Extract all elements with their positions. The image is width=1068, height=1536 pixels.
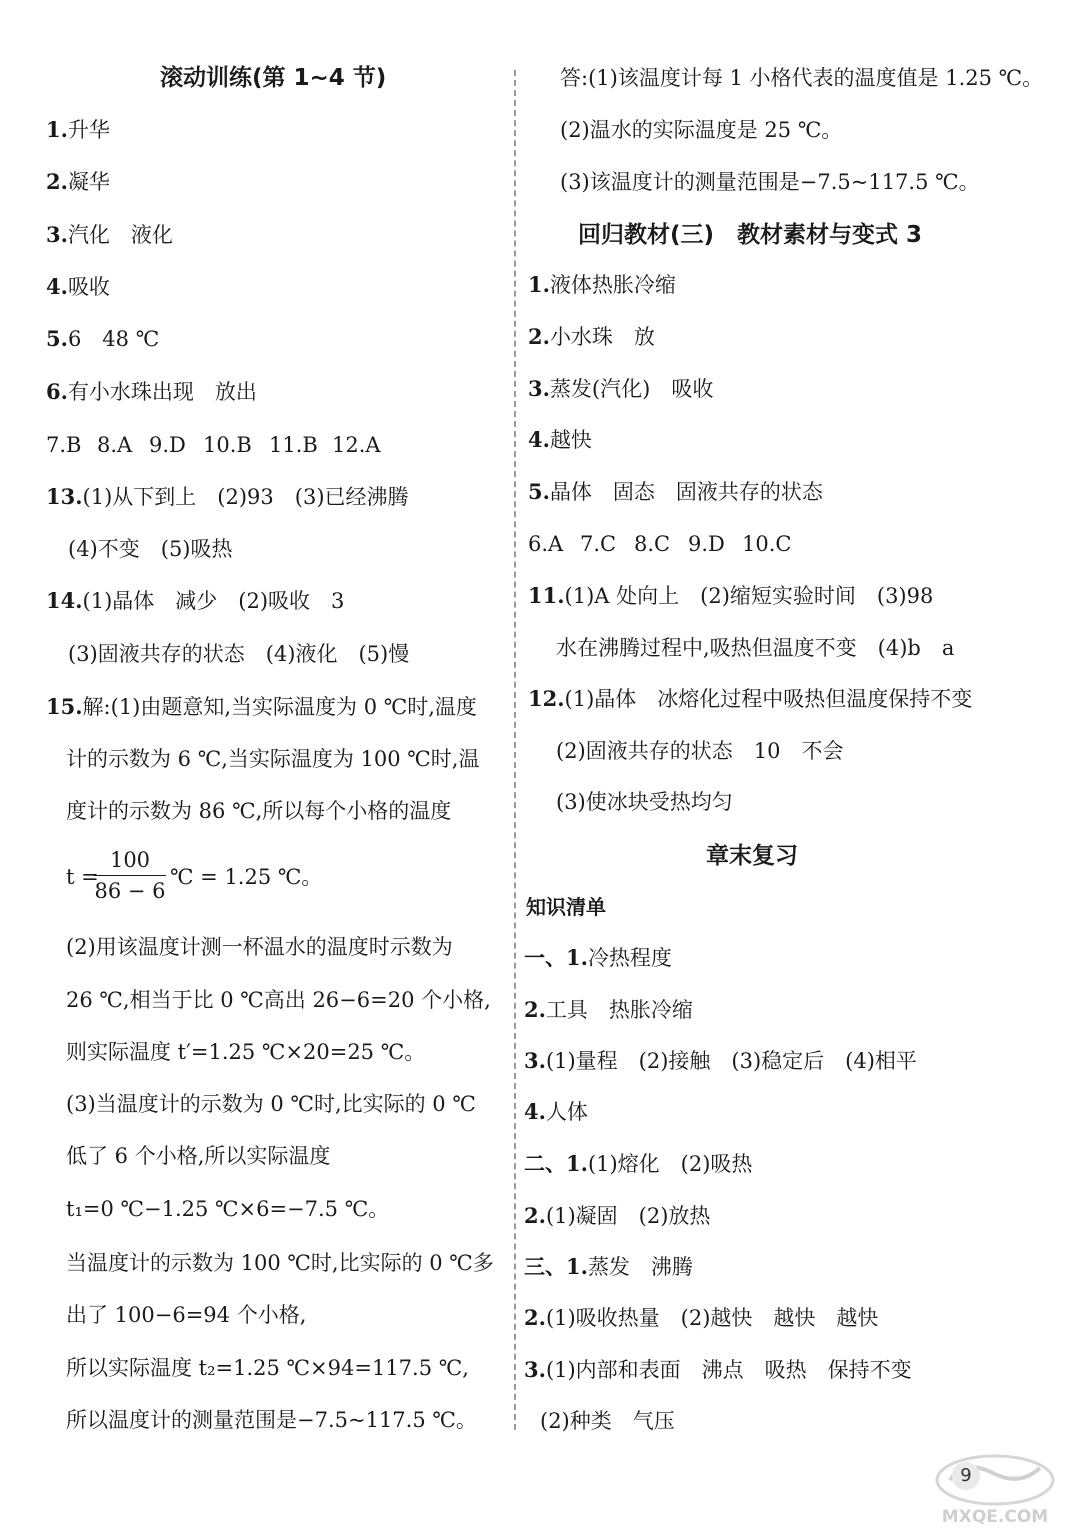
answer-9: 9.D xyxy=(149,433,186,457)
answer-15-conclusion-3: (3)该温度计的测量范围是−7.5~117.5 ℃。 xyxy=(560,170,980,194)
textbook-answer-11-line-2: 水在沸腾过程中,吸热但温度不变 (4)b a xyxy=(556,636,955,660)
textbook-answer-12-line-3: (3)使冰块受热均匀 xyxy=(556,790,733,814)
section-title-textbook-review: 回归教材(三) 教材素材与变式 3 xyxy=(578,222,923,248)
textbook-answer-2: 2.小水珠 放 xyxy=(528,324,655,349)
section-title-chapter-review: 章末复习 xyxy=(706,843,798,869)
fraction-suffix: ℃ = 1.25 ℃。 xyxy=(170,865,323,889)
textbook-answer-7: 7.C xyxy=(580,532,617,556)
answer-15-line-7: 则实际温度 t′=1.25 ℃×20=25 ℃。 xyxy=(66,1040,426,1064)
answer-7: 7.B xyxy=(46,433,82,457)
knowledge-list-heading: 知识清单 xyxy=(526,895,606,919)
answer-15-conclusion-1: 答:(1)该温度计每 1 小格代表的温度值是 1.25 ℃。 xyxy=(560,66,1044,90)
textbook-answer-6: 6.A xyxy=(528,532,564,556)
answer-15-line-1: 15.解:(1)由题意知,当实际温度为 0 ℃时,温度 xyxy=(46,694,477,719)
answer-15-line-12: 出了 100−6=94 个小格, xyxy=(66,1303,307,1327)
answer-2: 2.凝华 xyxy=(46,169,110,194)
answer-5: 5.6 48 ℃ xyxy=(46,326,160,351)
review-item-2-1: 二、1.(1)熔化 (2)吸热 xyxy=(524,1151,753,1176)
column-divider xyxy=(514,70,516,1430)
fraction-bar xyxy=(94,875,166,876)
answer-15-line-8: (3)当温度计的示数为 0 ℃时,比实际的 0 ℃ xyxy=(66,1092,476,1116)
answer-15-line-10: t₁=0 ℃−1.25 ℃×6=−7.5 ℃。 xyxy=(66,1197,390,1221)
watermark-logo xyxy=(930,1450,1060,1530)
textbook-answer-5: 5.晶体 固态 固液共存的状态 xyxy=(528,479,823,504)
answer-13-line-2: (4)不变 (5)吸热 xyxy=(68,537,233,561)
watermark-text: MXQE.COM xyxy=(941,1507,1049,1527)
fraction-prefix: t = xyxy=(66,865,99,889)
answer-15-line-5: (2)用该温度计测一杯温水的温度时示数为 xyxy=(66,935,453,959)
answer-4: 4.吸收 xyxy=(46,274,110,299)
fraction-numerator: 100 xyxy=(109,848,151,872)
fraction-denominator: 86 − 6 xyxy=(94,879,166,903)
textbook-answer-1: 1.液体热胀冷缩 xyxy=(528,272,676,297)
review-item-3-2: 2.(1)吸收热量 (2)越快 越快 越快 xyxy=(524,1305,879,1330)
review-item-3-3-continued: (2)种类 气压 xyxy=(540,1409,675,1433)
textbook-answer-4: 4.越快 xyxy=(528,427,592,452)
answer-15-line-9: 低了 6 个小格,所以实际温度 xyxy=(66,1144,331,1168)
page-number: 9 xyxy=(952,1462,980,1490)
answer-8: 8.A xyxy=(97,433,133,457)
answer-15-line-6: 26 ℃,相当于比 0 ℃高出 26−6=20 个小格, xyxy=(66,988,491,1012)
textbook-answer-10: 10.C xyxy=(742,532,792,556)
textbook-answer-12-line-2: (2)固液共存的状态 10 不会 xyxy=(556,739,844,763)
answer-12: 12.A xyxy=(332,433,381,457)
review-item-1-3: 3.(1)量程 (2)接触 (3)稳定后 (4)相平 xyxy=(524,1048,917,1073)
answer-3: 3.汽化 液化 xyxy=(46,222,173,247)
fraction xyxy=(94,847,166,904)
answer-15-line-13: 所以实际温度 t₂=1.25 ℃×94=117.5 ℃, xyxy=(66,1356,469,1380)
answer-15-line-11: 当温度计的示数为 100 ℃时,比实际的 0 ℃多 xyxy=(66,1251,494,1275)
section-title-rolling-training: 滚动训练(第 1~4 节) xyxy=(160,65,387,91)
textbook-answer-11-line-1: 11.(1)A 处向上 (2)缩短实验时间 (3)98 xyxy=(528,583,934,608)
review-item-3-3: 3.(1)内部和表面 沸点 吸热 保持不变 xyxy=(524,1357,912,1382)
answer-15-line-3: 度计的示数为 86 ℃,所以每个小格的温度 xyxy=(66,799,452,823)
answer-15-conclusion-2: (2)温水的实际温度是 25 ℃。 xyxy=(560,118,843,142)
textbook-answer-3: 3.蒸发(汽化) 吸收 xyxy=(528,376,714,401)
answer-14-line-2: (3)固液共存的状态 (4)液化 (5)慢 xyxy=(68,642,410,666)
answer-13-line-1: 13.(1)从下到上 (2)93 (3)已经沸腾 xyxy=(46,484,409,509)
answer-15-line-2: 计的示数为 6 ℃,当实际温度为 100 ℃时,温 xyxy=(66,747,480,771)
review-item-1-2: 2.工具 热胀冷缩 xyxy=(524,997,693,1022)
answer-11: 11.B xyxy=(269,433,318,457)
answer-15-line-14: 所以温度计的测量范围是−7.5~117.5 ℃。 xyxy=(66,1408,477,1432)
answer-6: 6.有小水珠出现 放出 xyxy=(46,379,257,404)
textbook-answer-9: 9.D xyxy=(688,532,725,556)
answer-1: 1.升华 xyxy=(46,117,110,142)
answer-14-line-1: 14.(1)晶体 减少 (2)吸收 3 xyxy=(46,588,345,613)
review-item-1-1: 一、1.冷热程度 xyxy=(524,945,672,970)
answer-10: 10.B xyxy=(203,433,252,457)
review-item-1-4: 4.人体 xyxy=(524,1099,588,1124)
review-item-3-1: 三、1.蒸发 沸腾 xyxy=(524,1254,693,1279)
textbook-answer-12-line-1: 12.(1)晶体 冰熔化过程中吸热但温度保持不变 xyxy=(528,686,973,711)
review-item-2-2: 2.(1)凝固 (2)放热 xyxy=(524,1203,711,1228)
textbook-answer-8: 8.C xyxy=(634,532,671,556)
